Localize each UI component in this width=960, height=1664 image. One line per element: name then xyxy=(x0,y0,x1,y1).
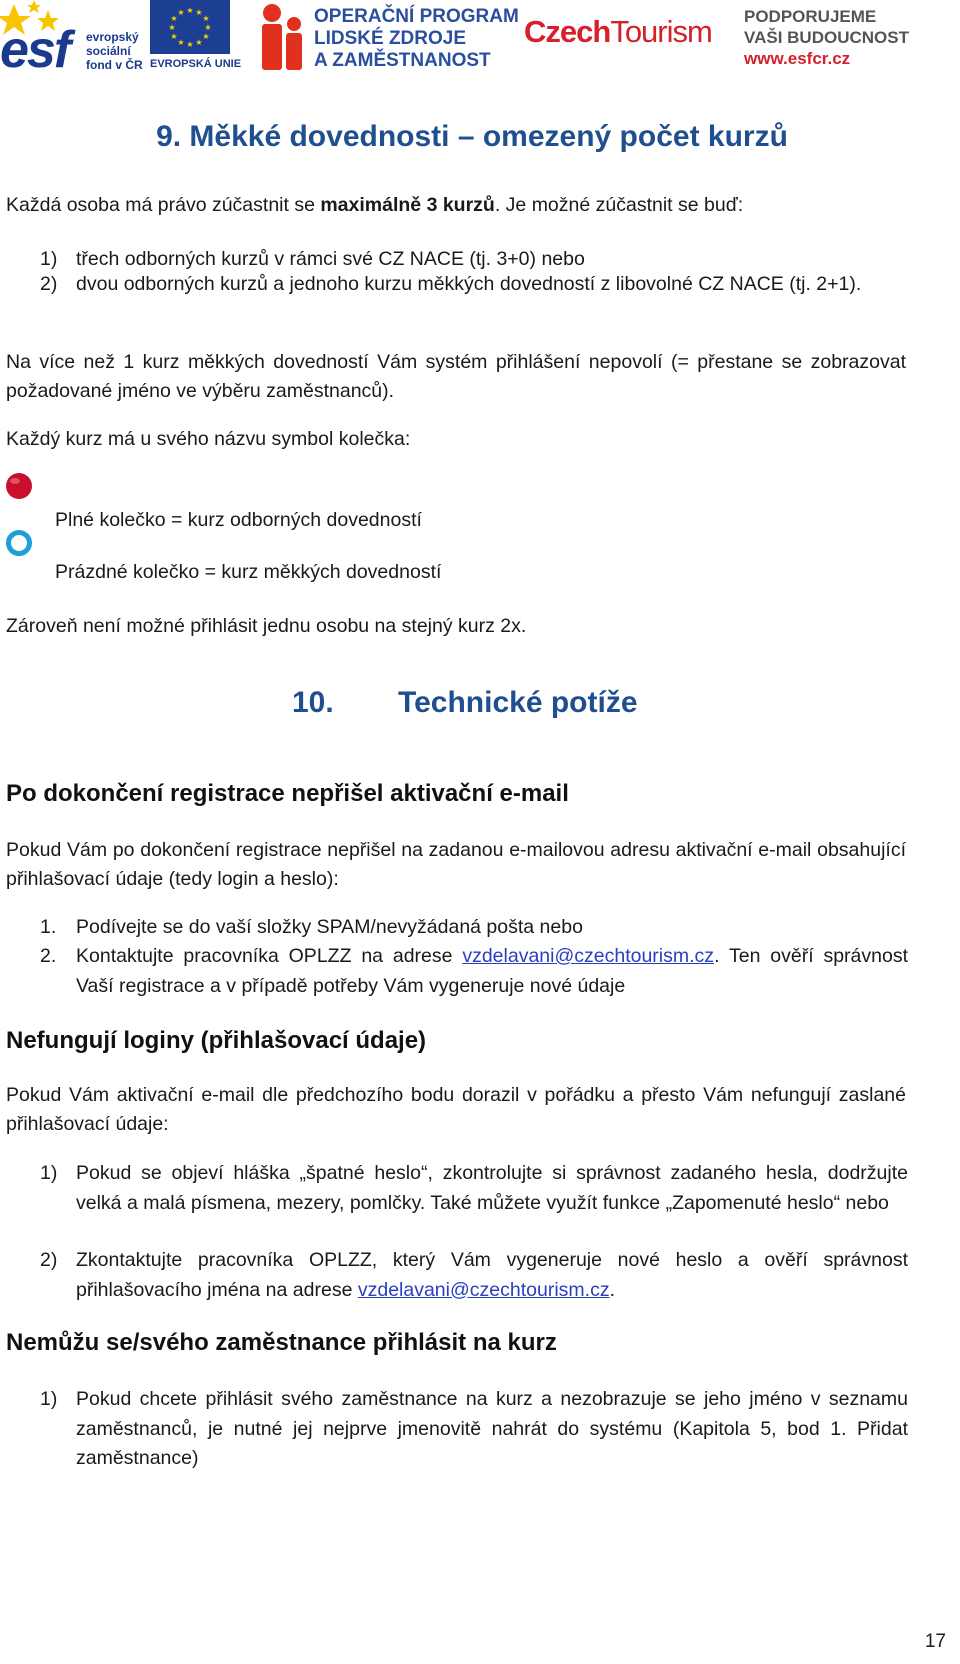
option-text: třech odborných kurzů v rámci své CZ NACE (tj. 3+0) nebo xyxy=(76,248,585,270)
option-text: dvou odborných kurzů a jednoho kurzu měkkých dovedností z libovolné CZ NACE (tj. 2+1). xyxy=(76,273,862,295)
svg-text:★: ★ xyxy=(177,38,185,47)
section10-title: Technické potíže xyxy=(398,686,638,719)
item-text-post: . Ten ověří správnost Vaší registrace a v případě potřeby Vám vygeneruje nové údaje xyxy=(76,945,908,997)
email-link[interactable]: vzdelavani@czechtourism.cz xyxy=(462,945,715,967)
section10-number: 10. xyxy=(292,686,334,719)
sub2-text: Pokud Vám aktivační e-mail dle předchozího bodu dorazil v pořádku a přesto Vám nefungují zaslané přihlašovací údaje: xyxy=(6,1084,906,1135)
item-text-post: . xyxy=(609,1278,615,1301)
oplzz-logo xyxy=(258,0,519,76)
svg-text:★: ★ xyxy=(177,8,185,17)
item-text-pre: Kontaktujte pracovníka OPLZZ na adrese xyxy=(76,945,463,967)
section9-title: 9. Měkké dovednosti – omezený počet kurzů xyxy=(156,120,788,153)
intro-pre: Každá osoba má právo zúčastnit se xyxy=(6,194,321,216)
intro-bold: maximálně 3 kurzů xyxy=(320,194,495,216)
intro-post: . Je možné zúčastnit se buď: xyxy=(494,194,744,216)
item-num: 1) xyxy=(40,1162,58,1184)
czechtourism-tourism: Tourism xyxy=(610,14,712,49)
limit-paragraph: Na více než 1 kurz měkkých dovedností Vám systém přihlášení nepovolí (= přestane se zobrazovat požadované jméno ve výběru zaměstnanců). xyxy=(6,351,906,402)
svg-text:★: ★ xyxy=(202,14,210,23)
eu-label: EVROPSKÁ UNIE xyxy=(150,58,242,70)
eu-flag-icon xyxy=(150,0,230,54)
oplzz-people-icon xyxy=(258,2,308,72)
support-line1: PODPORUJEME xyxy=(744,7,877,26)
svg-text:★: ★ xyxy=(204,23,212,32)
item-text: Pokud chcete přihlásit svého zaměstnance na kurz a nezobrazuje se jeho jméno v seznamu zaměstnanců, je nutné jej nejprve jmenovitě nahrát do systému (Kapitola 5, bod 1. Přidat zaměstnance) xyxy=(76,1388,908,1469)
option-num: 2) xyxy=(40,273,58,295)
sub2-item-1 xyxy=(40,1159,908,1218)
svg-text:★: ★ xyxy=(195,38,203,47)
item-num: 1) xyxy=(40,1388,58,1410)
svg-text:★: ★ xyxy=(202,32,210,41)
oplzz-line3: A ZAMĚSTNANOST xyxy=(314,50,491,71)
sub1-item-1 xyxy=(40,913,908,943)
page-number: 17 xyxy=(924,1631,946,1652)
item-num: 1. xyxy=(40,916,57,938)
support-logo xyxy=(744,0,958,76)
svg-text:★: ★ xyxy=(170,32,178,41)
item-text xyxy=(76,1246,908,1305)
support-line2: VAŠI BUDOUCNOST xyxy=(744,28,909,47)
symbol-intro: Každý kurz má u svého názvu symbol kolečka: xyxy=(6,428,411,450)
svg-text:★: ★ xyxy=(195,8,203,17)
esf-line1: evropský xyxy=(86,30,139,44)
sub1-text: Pokud Vám po dokončení registrace nepřišel na zadanou e-mailovou adresu aktivační e-mail obsahující přihlašovací údaje (tedy login a heslo): xyxy=(6,839,906,890)
sub1-item-2 xyxy=(40,942,908,1001)
svg-text:★: ★ xyxy=(186,6,194,15)
email-link[interactable]: vzdelavani@czechtourism.cz xyxy=(357,1278,610,1301)
item-text xyxy=(76,942,908,1001)
esf-big-text: esf xyxy=(0,21,70,79)
item-text-pre: Zkontaktujte pracovníka OPLZZ, který Vám vygeneruje nové heslo a ověří správnost přihlašovacího jména na adrese xyxy=(76,1249,908,1301)
esf-line2: sociální xyxy=(86,44,131,58)
item-num: 2) xyxy=(40,1249,58,1271)
option-num: 1) xyxy=(40,248,58,270)
sub1-title: Po dokončení registrace nepřišel aktivační e-mail xyxy=(6,780,569,807)
esf-logo xyxy=(0,0,145,79)
item-text: Pokud se objeví hláška „špatné heslo“, zkontrolujte si správnost zadaného hesla, dodržujte velká a malá písmena, mezery, pomlčky. Také můžete využít funkce „Zapomenuté heslo“ nebo xyxy=(76,1162,908,1214)
item-text: Podívejte se do vaší složky SPAM/nevyžádaná pošta nebo xyxy=(76,916,583,938)
oplzz-line2: LIDSKÉ ZDROJE xyxy=(314,28,467,49)
czechtourism-czech: Czech xyxy=(524,14,611,49)
section9-note: Zároveň není možné přihlásit jednu osobu na stejný kurz 2x. xyxy=(6,615,527,637)
czechtourism-logo xyxy=(524,0,724,76)
item-num: 2. xyxy=(40,945,57,967)
oplzz-line1: OPERAČNÍ PROGRAM xyxy=(314,6,519,27)
legend-empty: Prázdné kolečko = kurz měkkých dovedností xyxy=(55,561,442,583)
sub3-item-1 xyxy=(40,1385,908,1474)
eu-logo xyxy=(150,0,242,76)
svg-text:★: ★ xyxy=(168,23,176,32)
empty-circle-icon xyxy=(4,528,36,560)
full-circle-icon xyxy=(4,471,36,503)
support-url: www.esfcr.cz xyxy=(744,49,851,68)
svg-text:★: ★ xyxy=(186,40,194,49)
sub2-item-2 xyxy=(40,1246,908,1305)
sub2-title: Nefungují loginy (přihlašovací údaje) xyxy=(6,1027,427,1054)
legend-full: Plné kolečko = kurz odborných dovedností xyxy=(55,509,422,531)
option-item-2 xyxy=(40,270,908,300)
esf-line3: fond v ČR xyxy=(86,58,143,72)
sub3-title: Nemůžu se/svého zaměstnance přihlásit na kurz xyxy=(6,1329,557,1356)
svg-text:★: ★ xyxy=(170,14,178,23)
section9-intro xyxy=(6,191,743,220)
